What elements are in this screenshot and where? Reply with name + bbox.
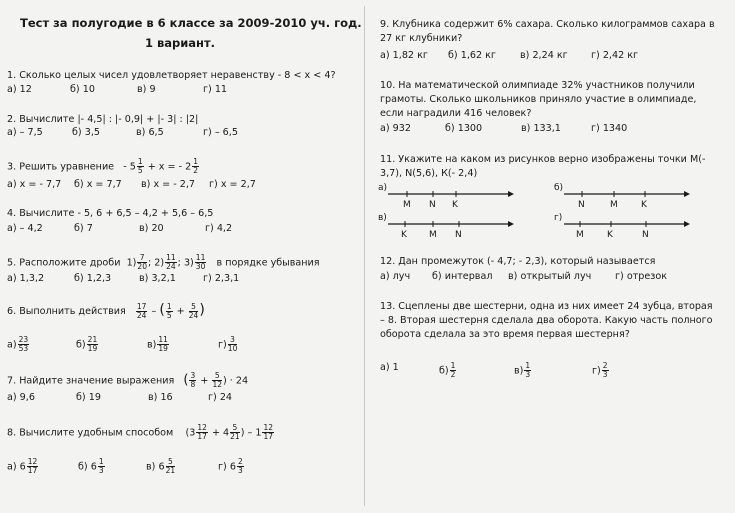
q5-option-d: г) 2,3,1: [203, 273, 240, 284]
q3-option-b: б) х = 7,7: [74, 179, 122, 190]
question-11: 11. Укажите на каком из рисунков верно изображены точки М(- 3,7), N(5,6), К(- 2,4): [380, 154, 706, 179]
question-10: 10. На математической олимпиаде 32% участников получили грамоты. Сколько школьников приняло участие в олимпиаде, если наградили 416 человек?: [380, 80, 697, 119]
diagram-c-point: N: [455, 230, 462, 240]
q7-option-b: б) 19: [76, 392, 101, 403]
diagram-b-label: б): [554, 183, 564, 193]
q2-option-d: г) – 6,5: [203, 127, 238, 138]
diagram-c-point: K: [401, 230, 407, 240]
diagram-a-point: M: [403, 200, 411, 210]
fraction: $\frac{12}{17}$: [263, 423, 273, 441]
diagram-b-arrow-icon: [684, 191, 690, 197]
q8-option-b: б) 6 $\frac{1}{3}$: [78, 457, 104, 475]
diagram-d-label: г): [554, 213, 563, 223]
diagram-b-point: M: [610, 200, 618, 210]
q6-option-b: б) $\frac{21}{19}$: [76, 335, 98, 353]
column-divider: [364, 6, 365, 506]
diagram-b-point: K: [641, 200, 647, 210]
q4-option-a: а) – 4,2: [7, 223, 43, 234]
q12-option-d: г) отрезок: [615, 271, 668, 282]
q10-option-d: г) 1340: [591, 123, 628, 134]
question-5: 5. Расположите дроби 1) $\frac{7}{20}$ ; 2) $\frac{11}{24}$ ; 3) $\frac{11}{30}$ в порядке убывания: [7, 253, 320, 271]
diagram-a-label: а): [378, 183, 388, 193]
q5-option-b: б) 1,2,3: [74, 273, 112, 284]
fraction: $\frac{1}{5}$: [137, 157, 143, 175]
q7-option-d: г) 24: [208, 392, 233, 403]
q1-option-d: г) 11: [203, 84, 228, 95]
diagram-d-point: M: [576, 230, 584, 240]
q6-option-a: а) $\frac{23}{53}$: [7, 335, 29, 353]
diagram-c-label: в): [378, 213, 387, 223]
fraction: $\frac{5}{24}$: [188, 301, 199, 320]
q10-option-c: в) 133,1: [521, 123, 561, 134]
question-9: 9. Клубника содержит 6% сахара. Сколько килограммов сахара в 27 кг клубники?: [380, 19, 715, 44]
fraction: $\frac{11}{30}$: [195, 253, 206, 271]
q6-option-d: г) $\frac{3}{10}$: [218, 335, 238, 353]
q2-option-a: а) – 7,5: [7, 127, 43, 138]
q9-option-c: в) 2,24 кг: [520, 50, 568, 61]
diagram-c-point: M: [429, 230, 437, 240]
q8-option-c: в) 6 $\frac{5}{21}$: [146, 457, 176, 475]
diagram-a-point: N: [429, 200, 436, 210]
question-13: 13. Сцеплены две шестерни, одна из них имеет 24 зубца, вторая – 8. Вторая шестерня сделала два оборота. Какую часть полного оборота сделала за это время первая шестерня?: [380, 301, 713, 340]
question-3: 3. Решить уравнение - 5 $\frac{1}{5}$ + х = - 2 $\frac{1}{2}$: [7, 157, 199, 175]
q3-option-c: в) х = - 2,7: [141, 179, 196, 190]
diagram-b-point: N: [578, 200, 585, 210]
test-title: Тест за полугодие в 6 классе за 2009-2010 уч. год.: [20, 16, 362, 30]
q13-option-b: б) $\frac{1}{2}$: [439, 361, 456, 379]
fraction: $\frac{3}{8}$: [190, 371, 196, 389]
question-6: 6. Выполнить действия $\frac{17}{24}$ – ( $\frac{1}{5}$ + $\frac{5}{24}$ ): [7, 301, 205, 320]
q6-option-c: в) $\frac{11}{19}$: [147, 335, 168, 353]
q9-option-d: г) 2,42 кг: [591, 50, 639, 61]
q13-option-a: а) 1: [380, 362, 399, 373]
question-8: 8. Вычислите удобным способом (3 $\frac{12}{17}$ + 4 $\frac{5}{21}$ ) – 1 $\frac{12}{17}$: [7, 423, 273, 441]
q12-option-a: а) луч: [380, 271, 411, 282]
fraction: $\frac{1}{5}$: [166, 301, 172, 320]
q2-option-b: б) 3,5: [72, 127, 100, 138]
q10-option-b: б) 1300: [445, 123, 483, 134]
diagram-a-arrow-icon: [508, 191, 514, 197]
q4-option-c: в) 20: [139, 223, 164, 234]
diagram-d-arrow-icon: [684, 221, 690, 227]
q3-option-d: г) х = 2,7: [209, 179, 256, 190]
q4-option-d: г) 4,2: [205, 223, 233, 234]
q5-option-c: в) 3,2,1: [139, 273, 176, 284]
q1-option-a: а) 12: [7, 84, 32, 95]
q3-option-a: а) х = - 7,7: [7, 179, 62, 190]
fraction: $\frac{17}{24}$: [136, 301, 147, 320]
q13-option-c: в) $\frac{1}{3}$: [514, 361, 531, 379]
q12-option-b: б) интервал: [432, 271, 493, 282]
q2-option-c: в) 6,5: [136, 127, 164, 138]
q8-option-d: г) 6 $\frac{2}{3}$: [218, 457, 243, 475]
q8-option-a: а) 6 $\frac{12}{17}$: [7, 457, 38, 475]
fraction: $\frac{5}{21}$: [230, 423, 240, 441]
fraction: $\frac{11}{24}$: [166, 253, 176, 271]
q9-option-a: а) 1,82 кг: [380, 50, 428, 61]
fraction: $\frac{5}{12}$: [212, 371, 222, 389]
q1-option-b: б) 10: [70, 84, 95, 95]
fraction: $\frac{12}{17}$: [197, 423, 207, 441]
diagram-d-point: K: [607, 230, 613, 240]
question-4: 4. Вычислите - 5, 6 + 6,5 – 4,2 + 5,6 – 6,5: [7, 208, 214, 219]
number-line-diagrams: [368, 178, 730, 242]
diagram-a-point: K: [452, 200, 458, 210]
variant-title: 1 вариант.: [144, 36, 216, 50]
q5-option-a: а) 1,3,2: [7, 273, 45, 284]
q7-option-a: а) 9,6: [7, 392, 35, 403]
q10-option-a: а) 932: [380, 123, 411, 134]
q13-option-d: г) $\frac{2}{3}$: [592, 361, 608, 379]
q4-option-b: б) 7: [74, 223, 93, 234]
fraction: $\frac{1}{2}$: [193, 157, 199, 175]
q12-option-c: в) открытый луч: [508, 271, 592, 282]
q1-option-c: в) 9: [137, 84, 156, 95]
q9-option-b: б) 1,62 кг: [448, 50, 496, 61]
question-1: 1. Сколько целых чисел удовлетворяет неравенству - 8 < х < 4?: [7, 70, 336, 81]
diagram-d-point: N: [642, 230, 649, 240]
question-12: 12. Дан промежуток (- 4,7; - 2,3), который называется: [380, 256, 656, 267]
question-7: 7. Найдите значение выражения ( $\frac{3}{8}$ + $\frac{5}{12}$ ) · 24: [7, 371, 249, 389]
q7-option-c: в) 16: [148, 392, 173, 403]
diagram-c-arrow-icon: [508, 221, 514, 227]
question-2: 2. Вычислите |- 4,5| : |- 0,9| + |- 3| : |2|: [7, 114, 199, 125]
fraction: $\frac{7}{20}$: [137, 253, 147, 271]
